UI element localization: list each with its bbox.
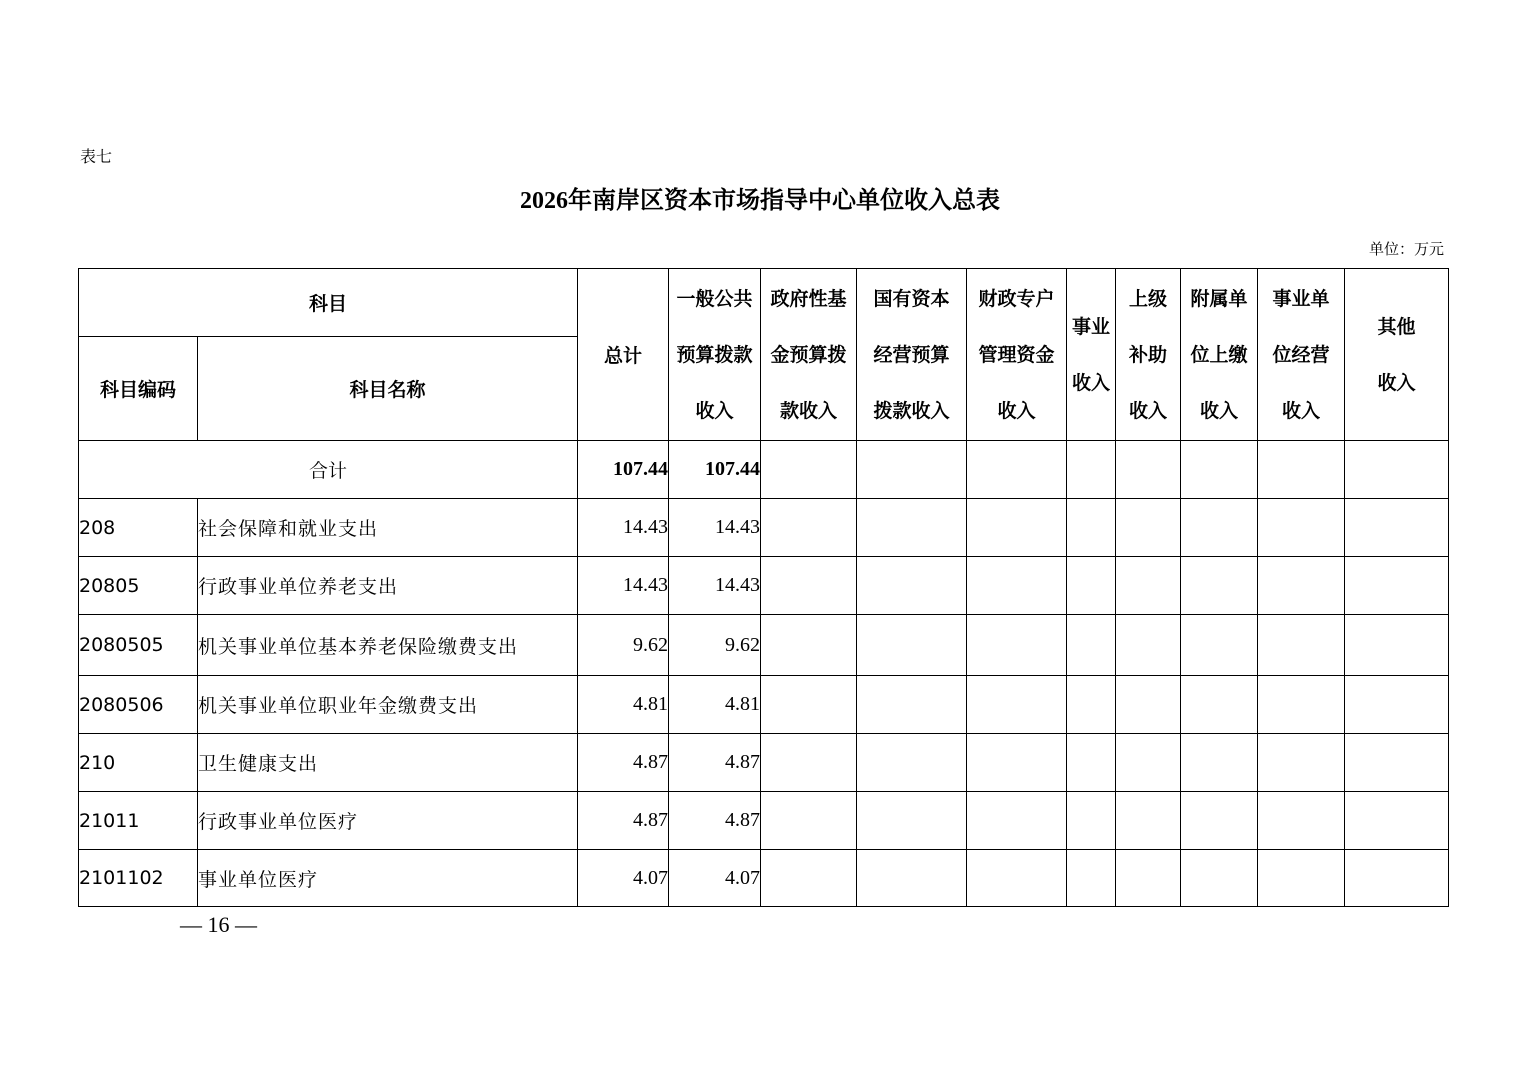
header-line: 位经营 <box>1272 343 1330 366</box>
table-row <box>79 557 1449 615</box>
name-cell: 机关事业单位基本养老保险缴费支出 <box>198 615 578 676</box>
code-cell: 2080506 <box>79 676 198 734</box>
table-row <box>79 676 1449 734</box>
code-cell: 20805 <box>79 557 198 615</box>
name-cell: 机关事业单位职业年金缴费支出 <box>198 676 578 734</box>
total-cell: 4.87 <box>578 792 669 850</box>
code-cell: 2101102 <box>79 850 198 907</box>
header-line: 收入 <box>1129 399 1168 422</box>
general-cell: 4.81 <box>669 676 761 734</box>
general-cell: 107.44 <box>669 441 761 499</box>
total-label: 合计 <box>79 441 578 499</box>
header-line: 预算拨款 <box>676 343 753 366</box>
table-row <box>79 792 1449 850</box>
name-cell: 行政事业单位医疗 <box>198 792 578 850</box>
header-business <box>1067 269 1116 441</box>
header-fiscal-special <box>967 269 1067 441</box>
general-cell: 4.87 <box>669 792 761 850</box>
code-cell: 21011 <box>79 792 198 850</box>
total-cell: 4.81 <box>578 676 669 734</box>
header-line: 金预算拨 <box>770 343 847 366</box>
total-cell: 4.87 <box>578 734 669 792</box>
header-state-capital <box>857 269 967 441</box>
header-line: 政府性基 <box>770 287 847 310</box>
total-cell: 107.44 <box>578 441 669 499</box>
header-line: 收入 <box>1200 399 1239 422</box>
name-cell: 行政事业单位养老支出 <box>198 557 578 615</box>
header-line: 事业单 <box>1272 287 1330 310</box>
header-gov-fund <box>761 269 857 441</box>
code-cell: 208 <box>79 499 198 557</box>
name-cell: 卫生健康支出 <box>198 734 578 792</box>
general-cell: 14.43 <box>669 499 761 557</box>
header-affiliated <box>1181 269 1258 441</box>
header-line: 收入 <box>695 399 734 422</box>
total-cell: 9.62 <box>578 615 669 676</box>
general-cell: 4.87 <box>669 734 761 792</box>
name-cell: 事业单位医疗 <box>198 850 578 907</box>
header-line: 收入 <box>1072 371 1111 394</box>
general-cell: 9.62 <box>669 615 761 676</box>
header-subject-name: 科目名称 <box>198 337 578 441</box>
header-line: 附属单 <box>1190 287 1248 310</box>
table-row <box>79 850 1449 907</box>
header-upper-subsidy <box>1116 269 1181 441</box>
header-total: 总计 <box>578 269 669 441</box>
header-line: 款收入 <box>780 399 838 422</box>
total-cell: 4.07 <box>578 850 669 907</box>
code-cell: 2080505 <box>79 615 198 676</box>
table-label: 表七 <box>80 147 113 166</box>
header-line: 管理资金 <box>978 343 1055 366</box>
unit-label: 单位：万元 <box>1368 240 1444 258</box>
general-cell: 4.07 <box>669 850 761 907</box>
header-line: 收入 <box>997 399 1036 422</box>
header-line: 财政专户 <box>978 287 1055 310</box>
total-row <box>79 441 1449 499</box>
header-subject-code: 科目编码 <box>79 337 198 441</box>
table-row <box>79 499 1449 557</box>
code-cell: 210 <box>79 734 198 792</box>
header-other <box>1345 269 1449 441</box>
header-line: 其他 <box>1377 315 1416 338</box>
income-table <box>78 268 1449 907</box>
header-operating <box>1258 269 1345 441</box>
header-line: 收入 <box>1282 399 1321 422</box>
table-row <box>79 615 1449 676</box>
total-cell: 14.43 <box>578 499 669 557</box>
header-line: 经营预算 <box>873 343 950 366</box>
header-line: 事业 <box>1072 315 1111 338</box>
header-line: 国有资本 <box>873 287 950 310</box>
header-line: 补助 <box>1129 343 1168 366</box>
page-title: 2026年南岸区资本市场指导中心单位收入总表 <box>520 188 1000 214</box>
header-line: 拨款收入 <box>873 399 950 422</box>
header-general-budget <box>669 269 761 441</box>
header-line: 收入 <box>1377 371 1416 394</box>
table-row <box>79 734 1449 792</box>
page-number: — 16 — <box>180 912 257 937</box>
header-line: 上级 <box>1129 287 1168 310</box>
header-subject: 科目 <box>79 269 578 337</box>
total-cell: 14.43 <box>578 557 669 615</box>
general-cell: 14.43 <box>669 557 761 615</box>
header-line: 位上缴 <box>1190 343 1248 366</box>
header-line: 一般公共 <box>676 287 753 310</box>
name-cell: 社会保障和就业支出 <box>198 499 578 557</box>
